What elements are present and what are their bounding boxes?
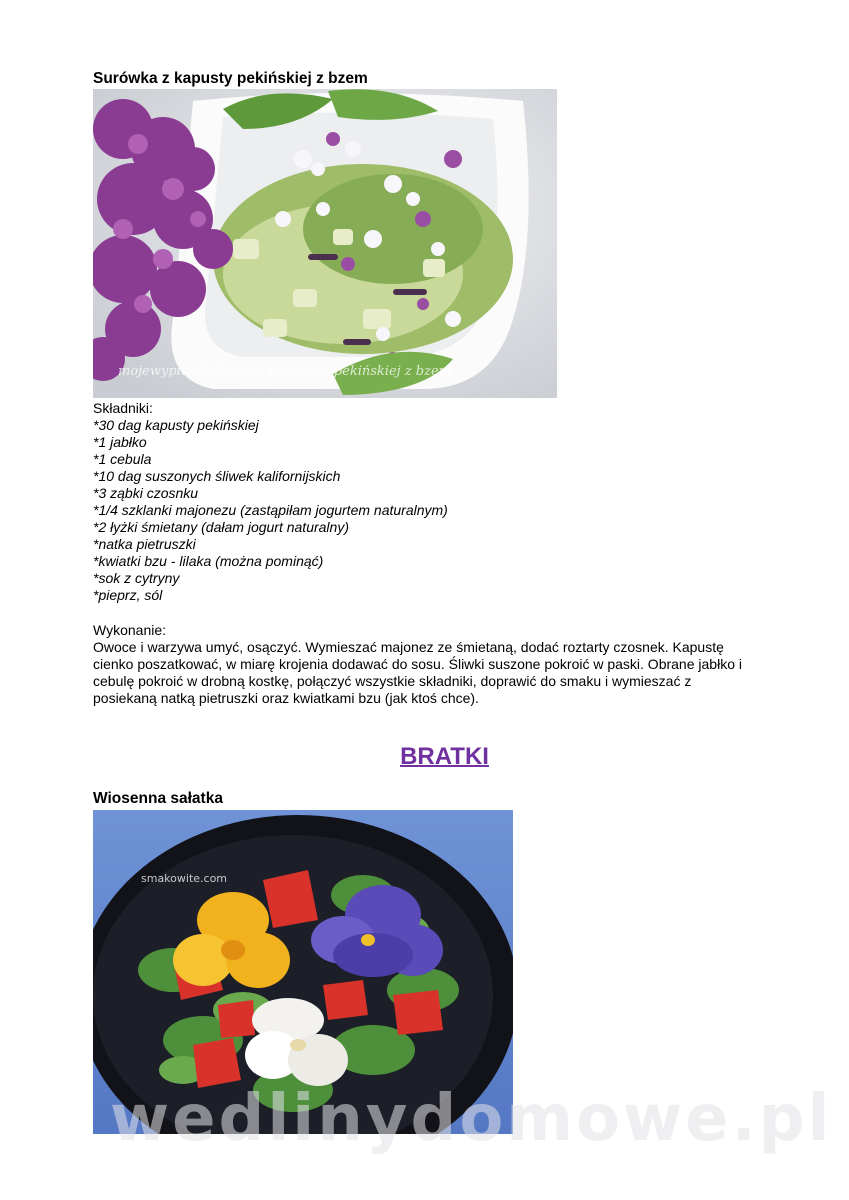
section-heading bbox=[0, 742, 849, 772]
ingredients-label: Składniki: bbox=[93, 400, 153, 416]
photo-watermark-text: smakowite.com bbox=[141, 872, 228, 885]
ingredient-item: *sok z cytryny bbox=[93, 570, 180, 586]
ingredient-item: *1 jabłko bbox=[93, 434, 147, 450]
ingredient-item: *30 dag kapusty pekińskiej bbox=[93, 417, 259, 433]
site-watermark: wedlinydomowe.pl bbox=[110, 1082, 833, 1156]
method-line: posiekaną natką pietruszki oraz kwiatkami bzu (jak ktoś chce). bbox=[93, 690, 479, 706]
method-line: cebulę pokroić w drobną kostkę, połączyć wszystkie składniki, doprawić do smaku i wymieszać z bbox=[93, 673, 692, 689]
lilac-salad-photo bbox=[93, 89, 557, 398]
ingredient-item: *pieprz, sól bbox=[93, 587, 163, 603]
photo-watermark-text: mojewypieki©Sałatka z kapusty pekińskiej z bzem bbox=[118, 364, 451, 379]
recipe-title: Surówka z kapusty pekińskiej z bzem bbox=[93, 70, 368, 87]
recipe-title: Wiosenna sałatka bbox=[93, 790, 223, 807]
ingredient-item: *natka pietruszki bbox=[93, 536, 196, 552]
ingredient-item: *3 ząbki czosnku bbox=[93, 485, 199, 501]
section-heading-text: BRATKI bbox=[400, 743, 489, 770]
ingredient-item: *1 cebula bbox=[93, 451, 152, 467]
ingredient-item: *kwiatki bzu - lilaka (można pominąć) bbox=[93, 553, 324, 569]
method-section bbox=[93, 622, 793, 707]
method-line: cienko poszatkować, w miarę krojenia dodawać do sosu. Śliwki suszone pokroić w paski. Obrane jabłko i bbox=[93, 656, 742, 672]
method-label: Wykonanie: bbox=[93, 622, 167, 638]
ingredients-section bbox=[93, 400, 448, 604]
method-line: Owoce i warzywa umyć, osączyć. Wymieszać majonez ze śmietaną, dodać roztarty czosnek. Kapustę bbox=[93, 639, 724, 655]
ingredient-item: *1/4 szklanki majonezu (zastąpiłam jogurtem naturalnym) bbox=[93, 502, 448, 518]
ingredient-item: *2 łyżki śmietany (dałam jogurt naturalny) bbox=[93, 519, 349, 535]
ingredient-item: *10 dag suszonych śliwek kalifornijskich bbox=[93, 468, 341, 484]
